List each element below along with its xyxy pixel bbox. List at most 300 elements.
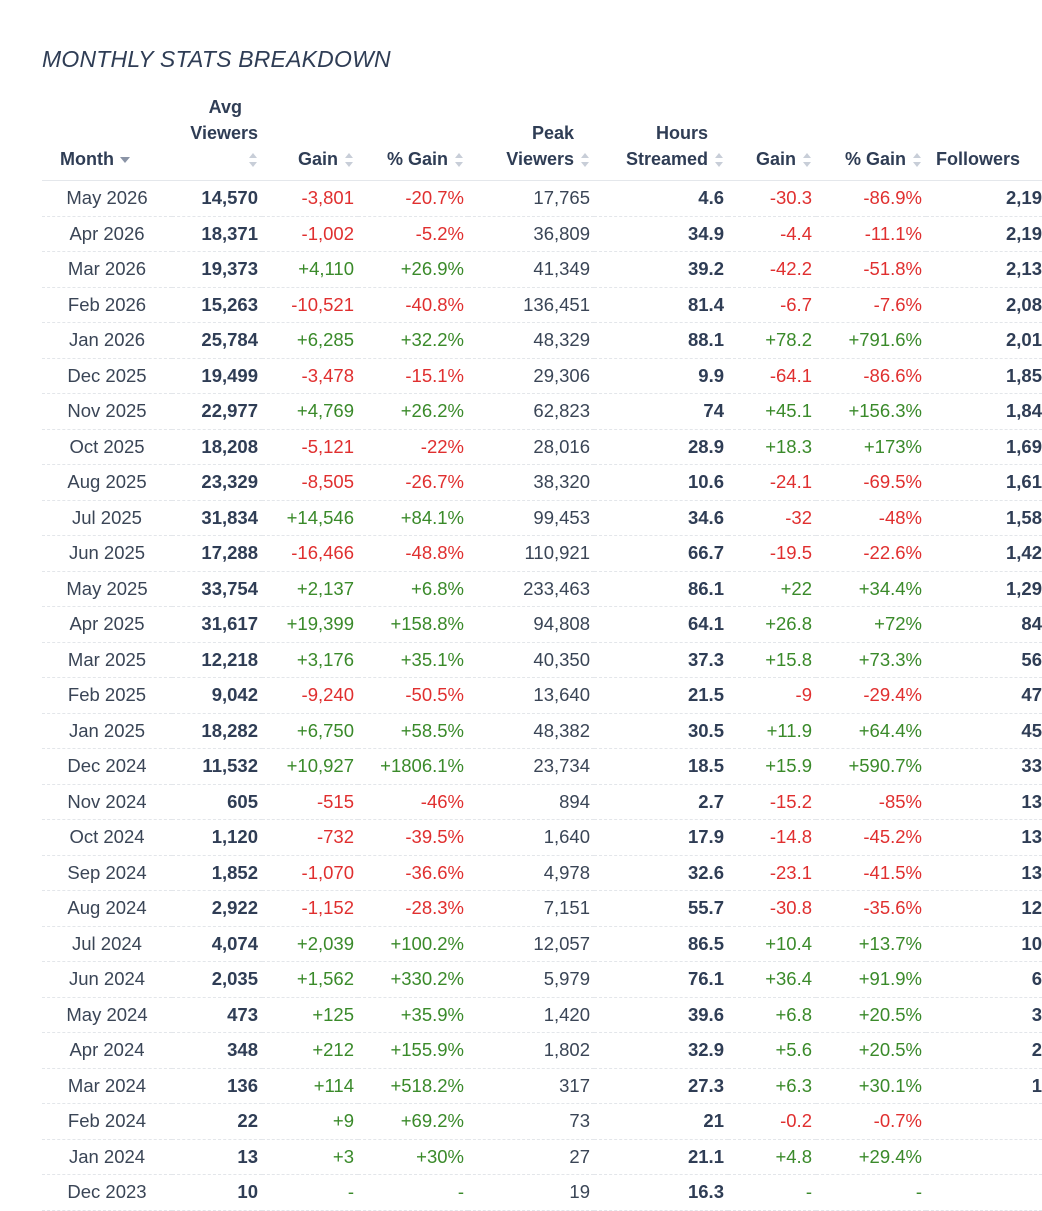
cell-followers: 1,42 xyxy=(926,536,1042,572)
table-row xyxy=(42,891,1042,927)
cell-hours-gain: -15.2 xyxy=(728,784,816,820)
cell-gain: +19,399 xyxy=(262,607,358,643)
cell-avg-viewers: 17,288 xyxy=(172,536,262,572)
cell-avg-viewers: 19,373 xyxy=(172,252,262,288)
cell-hours-gain: -0.2 xyxy=(728,1104,816,1140)
table-row xyxy=(42,962,1042,998)
cell-avg-viewers: 31,834 xyxy=(172,500,262,536)
cell-pct-gain: +518.2% xyxy=(358,1068,468,1104)
sort-icon xyxy=(344,152,354,168)
cell-hours-pct-gain: -11.1% xyxy=(816,216,926,252)
cell-gain: -9,240 xyxy=(262,678,358,714)
cell-pct-gain: -39.5% xyxy=(358,820,468,856)
table-row xyxy=(42,1033,1042,1069)
cell-month: May 2025 xyxy=(42,571,172,607)
sort-icon xyxy=(580,152,590,168)
cell-avg-viewers: 33,754 xyxy=(172,571,262,607)
table-row xyxy=(42,607,1042,643)
table-row xyxy=(42,429,1042,465)
cell-followers xyxy=(926,1104,1042,1140)
cell-followers: 3 xyxy=(926,997,1042,1033)
cell-gain: -1,002 xyxy=(262,216,358,252)
header-label: Viewers xyxy=(190,123,258,143)
cell-pct-gain: +26.2% xyxy=(358,394,468,430)
cell-hours-streamed: 4.6 xyxy=(594,181,728,217)
cell-hours-streamed: 17.9 xyxy=(594,820,728,856)
cell-hours-streamed: 74 xyxy=(594,394,728,430)
cell-month: Jun 2024 xyxy=(42,962,172,998)
cell-hours-pct-gain: +156.3% xyxy=(816,394,926,430)
cell-month: Mar 2026 xyxy=(42,252,172,288)
cell-peak-viewers: 13,640 xyxy=(468,678,594,714)
cell-hours-streamed: 10.6 xyxy=(594,465,728,501)
header-label: Gain xyxy=(297,149,338,169)
cell-hours-streamed: 34.9 xyxy=(594,216,728,252)
cell-gain: -8,505 xyxy=(262,465,358,501)
cell-peak-viewers: 23,734 xyxy=(468,749,594,785)
cell-month: Mar 2024 xyxy=(42,1068,172,1104)
cell-hours-gain: +11.9 xyxy=(728,713,816,749)
cell-month: Jul 2025 xyxy=(42,500,172,536)
cell-peak-viewers: 5,979 xyxy=(468,962,594,998)
cell-peak-viewers: 1,420 xyxy=(468,997,594,1033)
cell-hours-streamed: 37.3 xyxy=(594,642,728,678)
cell-month: Dec 2024 xyxy=(42,749,172,785)
cell-avg-viewers: 11,532 xyxy=(172,749,262,785)
cell-hours-streamed: 34.6 xyxy=(594,500,728,536)
cell-hours-pct-gain: -51.8% xyxy=(816,252,926,288)
cell-pct-gain: -5.2% xyxy=(358,216,468,252)
cell-avg-viewers: 1,852 xyxy=(172,855,262,891)
cell-followers: 10 xyxy=(926,926,1042,962)
cell-hours-gain: -24.1 xyxy=(728,465,816,501)
cell-gain: -3,801 xyxy=(262,181,358,217)
table-row xyxy=(42,749,1042,785)
cell-hours-pct-gain: -0.7% xyxy=(816,1104,926,1140)
cell-pct-gain: +100.2% xyxy=(358,926,468,962)
cell-gain: -3,478 xyxy=(262,358,358,394)
table-row xyxy=(42,394,1042,430)
cell-followers: 2,19 xyxy=(926,216,1042,252)
cell-peak-viewers: 29,306 xyxy=(468,358,594,394)
cell-peak-viewers: 12,057 xyxy=(468,926,594,962)
cell-gain: -1,152 xyxy=(262,891,358,927)
cell-gain: +1,562 xyxy=(262,962,358,998)
cell-pct-gain: -50.5% xyxy=(358,678,468,714)
cell-avg-viewers: 2,035 xyxy=(172,962,262,998)
cell-avg-viewers: 605 xyxy=(172,784,262,820)
cell-followers: 2,19 xyxy=(926,181,1042,217)
cell-avg-viewers: 15,263 xyxy=(172,287,262,323)
table-row xyxy=(42,216,1042,252)
cell-month: Oct 2024 xyxy=(42,820,172,856)
cell-month: Dec 2023 xyxy=(42,1175,172,1211)
cell-hours-streamed: 32.9 xyxy=(594,1033,728,1069)
cell-followers: 1,61 xyxy=(926,465,1042,501)
cell-hours-gain: +26.8 xyxy=(728,607,816,643)
cell-hours-pct-gain: +34.4% xyxy=(816,571,926,607)
cell-peak-viewers: 1,640 xyxy=(468,820,594,856)
column-header-month[interactable] xyxy=(42,94,172,181)
table-row xyxy=(42,642,1042,678)
cell-peak-viewers: 99,453 xyxy=(468,500,594,536)
cell-followers: 2,13 xyxy=(926,252,1042,288)
cell-gain: +4,769 xyxy=(262,394,358,430)
cell-followers: 2,08 xyxy=(926,287,1042,323)
cell-gain: +114 xyxy=(262,1068,358,1104)
sort-icon xyxy=(912,152,922,168)
table-row xyxy=(42,287,1042,323)
sort-icon xyxy=(802,152,812,168)
cell-pct-gain: +35.9% xyxy=(358,997,468,1033)
cell-hours-gain: +5.6 xyxy=(728,1033,816,1069)
cell-month: Oct 2025 xyxy=(42,429,172,465)
cell-hours-streamed: 21.5 xyxy=(594,678,728,714)
cell-month: Sep 2024 xyxy=(42,855,172,891)
cell-month: Nov 2025 xyxy=(42,394,172,430)
cell-pct-gain: -46% xyxy=(358,784,468,820)
table-row xyxy=(42,678,1042,714)
cell-hours-streamed: 18.5 xyxy=(594,749,728,785)
cell-hours-streamed: 2.7 xyxy=(594,784,728,820)
cell-hours-gain: +6.3 xyxy=(728,1068,816,1104)
cell-hours-gain: +45.1 xyxy=(728,394,816,430)
column-header-gain[interactable] xyxy=(262,94,358,181)
cell-hours-streamed: 81.4 xyxy=(594,287,728,323)
table-row xyxy=(42,1104,1042,1140)
cell-hours-pct-gain: -69.5% xyxy=(816,465,926,501)
cell-gain: +6,750 xyxy=(262,713,358,749)
cell-followers: 1,58 xyxy=(926,500,1042,536)
cell-hours-pct-gain: +73.3% xyxy=(816,642,926,678)
header-label: Peak xyxy=(531,123,574,143)
cell-hours-gain: -64.1 xyxy=(728,358,816,394)
cell-hours-pct-gain: +64.4% xyxy=(816,713,926,749)
cell-followers: 1,69 xyxy=(926,429,1042,465)
table-header-row xyxy=(42,94,1042,181)
cell-month: May 2024 xyxy=(42,997,172,1033)
cell-hours-pct-gain: +791.6% xyxy=(816,323,926,359)
header-label: % Gain xyxy=(386,149,448,169)
cell-followers: 56 xyxy=(926,642,1042,678)
header-label: Followers xyxy=(936,149,1021,169)
cell-month: May 2026 xyxy=(42,181,172,217)
cell-hours-gain: -6.7 xyxy=(728,287,816,323)
cell-hours-gain: -30.3 xyxy=(728,181,816,217)
cell-hours-streamed: 88.1 xyxy=(594,323,728,359)
cell-hours-streamed: 86.1 xyxy=(594,571,728,607)
cell-hours-pct-gain: -86.6% xyxy=(816,358,926,394)
cell-hours-gain: +10.4 xyxy=(728,926,816,962)
header-label: Hours xyxy=(655,123,708,143)
column-header-hours-streamed[interactable] xyxy=(594,94,728,181)
cell-hours-gain: -32 xyxy=(728,500,816,536)
cell-peak-viewers: 1,802 xyxy=(468,1033,594,1069)
cell-followers: 47 xyxy=(926,678,1042,714)
cell-hours-streamed: 55.7 xyxy=(594,891,728,927)
cell-peak-viewers: 41,349 xyxy=(468,252,594,288)
cell-followers xyxy=(926,1175,1042,1211)
cell-followers: 13 xyxy=(926,820,1042,856)
cell-hours-pct-gain: -29.4% xyxy=(816,678,926,714)
cell-hours-streamed: 66.7 xyxy=(594,536,728,572)
cell-hours-pct-gain: +91.9% xyxy=(816,962,926,998)
cell-month: Aug 2025 xyxy=(42,465,172,501)
cell-avg-viewers: 25,784 xyxy=(172,323,262,359)
cell-hours-pct-gain: -22.6% xyxy=(816,536,926,572)
cell-gain: +6,285 xyxy=(262,323,358,359)
cell-pct-gain: -28.3% xyxy=(358,891,468,927)
cell-hours-gain: - xyxy=(728,1175,816,1211)
cell-peak-viewers: 62,823 xyxy=(468,394,594,430)
cell-gain: +2,137 xyxy=(262,571,358,607)
cell-pct-gain: -15.1% xyxy=(358,358,468,394)
cell-hours-pct-gain: +13.7% xyxy=(816,926,926,962)
cell-peak-viewers: 40,350 xyxy=(468,642,594,678)
table-row xyxy=(42,181,1042,217)
cell-hours-streamed: 39.6 xyxy=(594,997,728,1033)
cell-followers: 13 xyxy=(926,784,1042,820)
cell-gain: +10,927 xyxy=(262,749,358,785)
cell-hours-streamed: 21 xyxy=(594,1104,728,1140)
cell-peak-viewers: 894 xyxy=(468,784,594,820)
cell-hours-pct-gain: +72% xyxy=(816,607,926,643)
cell-month: Jun 2025 xyxy=(42,536,172,572)
cell-avg-viewers: 19,499 xyxy=(172,358,262,394)
cell-avg-viewers: 9,042 xyxy=(172,678,262,714)
cell-hours-gain: -14.8 xyxy=(728,820,816,856)
cell-hours-gain: -30.8 xyxy=(728,891,816,927)
cell-gain: +2,039 xyxy=(262,926,358,962)
cell-hours-pct-gain: -41.5% xyxy=(816,855,926,891)
table-row xyxy=(42,571,1042,607)
table-row xyxy=(42,1175,1042,1211)
cell-pct-gain: +69.2% xyxy=(358,1104,468,1140)
cell-peak-viewers: 73 xyxy=(468,1104,594,1140)
cell-pct-gain: -36.6% xyxy=(358,855,468,891)
cell-followers: 2 xyxy=(926,1033,1042,1069)
cell-hours-streamed: 86.5 xyxy=(594,926,728,962)
cell-avg-viewers: 23,329 xyxy=(172,465,262,501)
cell-gain: +14,546 xyxy=(262,500,358,536)
cell-peak-viewers: 19 xyxy=(468,1175,594,1211)
cell-hours-streamed: 76.1 xyxy=(594,962,728,998)
cell-gain: - xyxy=(262,1175,358,1211)
cell-avg-viewers: 136 xyxy=(172,1068,262,1104)
cell-hours-gain: +18.3 xyxy=(728,429,816,465)
cell-peak-viewers: 48,329 xyxy=(468,323,594,359)
cell-followers: 33 xyxy=(926,749,1042,785)
header-label: Month xyxy=(60,149,114,169)
cell-peak-viewers: 94,808 xyxy=(468,607,594,643)
cell-month: Jul 2024 xyxy=(42,926,172,962)
cell-avg-viewers: 14,570 xyxy=(172,181,262,217)
cell-hours-pct-gain: +30.1% xyxy=(816,1068,926,1104)
cell-followers xyxy=(926,1139,1042,1175)
column-header-hours-pct-gain[interactable] xyxy=(816,94,926,181)
cell-pct-gain: +1806.1% xyxy=(358,749,468,785)
cell-gain: +3,176 xyxy=(262,642,358,678)
cell-peak-viewers: 136,451 xyxy=(468,287,594,323)
cell-pct-gain: +26.9% xyxy=(358,252,468,288)
cell-pct-gain: - xyxy=(358,1175,468,1211)
cell-pct-gain: +155.9% xyxy=(358,1033,468,1069)
cell-month: Apr 2024 xyxy=(42,1033,172,1069)
cell-peak-viewers: 7,151 xyxy=(468,891,594,927)
cell-avg-viewers: 2,922 xyxy=(172,891,262,927)
cell-hours-streamed: 39.2 xyxy=(594,252,728,288)
cell-gain: +9 xyxy=(262,1104,358,1140)
cell-gain: -1,070 xyxy=(262,855,358,891)
cell-peak-viewers: 317 xyxy=(468,1068,594,1104)
column-header-followers[interactable] xyxy=(926,94,1042,181)
header-label: Streamed xyxy=(625,149,708,169)
cell-hours-pct-gain: -86.9% xyxy=(816,181,926,217)
cell-hours-pct-gain: -48% xyxy=(816,500,926,536)
cell-month: Mar 2025 xyxy=(42,642,172,678)
cell-peak-viewers: 48,382 xyxy=(468,713,594,749)
cell-followers: 84 xyxy=(926,607,1042,643)
cell-hours-gain: +22 xyxy=(728,571,816,607)
cell-hours-pct-gain: +29.4% xyxy=(816,1139,926,1175)
cell-gain: +212 xyxy=(262,1033,358,1069)
cell-avg-viewers: 18,208 xyxy=(172,429,262,465)
cell-pct-gain: +35.1% xyxy=(358,642,468,678)
header-label: % Gain xyxy=(844,149,906,169)
cell-avg-viewers: 348 xyxy=(172,1033,262,1069)
cell-gain: -5,121 xyxy=(262,429,358,465)
cell-avg-viewers: 12,218 xyxy=(172,642,262,678)
cell-hours-streamed: 27.3 xyxy=(594,1068,728,1104)
cell-pct-gain: -20.7% xyxy=(358,181,468,217)
header-label: Gain xyxy=(755,149,796,169)
cell-followers: 1 xyxy=(926,1068,1042,1104)
table-row xyxy=(42,500,1042,536)
cell-month: Jan 2024 xyxy=(42,1139,172,1175)
cell-hours-streamed: 21.1 xyxy=(594,1139,728,1175)
cell-hours-gain: -42.2 xyxy=(728,252,816,288)
cell-avg-viewers: 4,074 xyxy=(172,926,262,962)
table-body xyxy=(42,181,1042,1211)
cell-avg-viewers: 13 xyxy=(172,1139,262,1175)
cell-pct-gain: -26.7% xyxy=(358,465,468,501)
cell-followers: 12 xyxy=(926,891,1042,927)
table-row xyxy=(42,252,1042,288)
cell-hours-gain: +36.4 xyxy=(728,962,816,998)
cell-month: Feb 2024 xyxy=(42,1104,172,1140)
cell-hours-gain: -19.5 xyxy=(728,536,816,572)
cell-pct-gain: -22% xyxy=(358,429,468,465)
cell-gain: -515 xyxy=(262,784,358,820)
cell-hours-gain: +15.9 xyxy=(728,749,816,785)
cell-hours-pct-gain: +20.5% xyxy=(816,1033,926,1069)
cell-hours-pct-gain: +20.5% xyxy=(816,997,926,1033)
cell-hours-streamed: 30.5 xyxy=(594,713,728,749)
table-row xyxy=(42,855,1042,891)
cell-hours-gain: -9 xyxy=(728,678,816,714)
column-header-hours-gain[interactable] xyxy=(728,94,816,181)
cell-gain: +125 xyxy=(262,997,358,1033)
column-header-peak-viewers[interactable] xyxy=(468,94,594,181)
cell-hours-pct-gain: -85% xyxy=(816,784,926,820)
table-row xyxy=(42,926,1042,962)
table-row xyxy=(42,820,1042,856)
cell-pct-gain: +6.8% xyxy=(358,571,468,607)
cell-month: Aug 2024 xyxy=(42,891,172,927)
cell-hours-gain: +78.2 xyxy=(728,323,816,359)
cell-peak-viewers: 36,809 xyxy=(468,216,594,252)
cell-peak-viewers: 4,978 xyxy=(468,855,594,891)
table-row xyxy=(42,784,1042,820)
sort-desc-icon xyxy=(120,156,130,164)
cell-avg-viewers: 473 xyxy=(172,997,262,1033)
cell-avg-viewers: 1,120 xyxy=(172,820,262,856)
cell-hours-pct-gain: -45.2% xyxy=(816,820,926,856)
stats-table-container[interactable] xyxy=(42,94,1042,1203)
cell-month: Nov 2024 xyxy=(42,784,172,820)
cell-gain: +4,110 xyxy=(262,252,358,288)
column-header-avg-viewers[interactable] xyxy=(172,94,262,181)
table-row xyxy=(42,713,1042,749)
table-row xyxy=(42,536,1042,572)
table-row xyxy=(42,465,1042,501)
cell-hours-gain: +6.8 xyxy=(728,997,816,1033)
cell-pct-gain: +32.2% xyxy=(358,323,468,359)
section-title: MONTHLY STATS BREAKDOWN xyxy=(42,46,391,72)
cell-hours-gain: +4.8 xyxy=(728,1139,816,1175)
cell-followers: 1,85 xyxy=(926,358,1042,394)
cell-avg-viewers: 22 xyxy=(172,1104,262,1140)
table-row xyxy=(42,997,1042,1033)
sort-icon xyxy=(454,152,464,168)
cell-hours-gain: -23.1 xyxy=(728,855,816,891)
cell-month: Dec 2025 xyxy=(42,358,172,394)
cell-peak-viewers: 38,320 xyxy=(468,465,594,501)
cell-hours-streamed: 9.9 xyxy=(594,358,728,394)
cell-hours-gain: +15.8 xyxy=(728,642,816,678)
header-label: Viewers xyxy=(506,149,574,169)
header-label: Avg xyxy=(208,97,242,117)
cell-month: Feb 2025 xyxy=(42,678,172,714)
cell-gain: -16,466 xyxy=(262,536,358,572)
cell-followers: 13 xyxy=(926,855,1042,891)
cell-followers: 1,29 xyxy=(926,571,1042,607)
cell-peak-viewers: 17,765 xyxy=(468,181,594,217)
cell-hours-streamed: 16.3 xyxy=(594,1175,728,1211)
table-row xyxy=(42,1139,1042,1175)
cell-hours-pct-gain: +173% xyxy=(816,429,926,465)
cell-peak-viewers: 28,016 xyxy=(468,429,594,465)
cell-month: Apr 2026 xyxy=(42,216,172,252)
sort-icon xyxy=(714,152,724,168)
cell-avg-viewers: 18,282 xyxy=(172,713,262,749)
cell-pct-gain: -48.8% xyxy=(358,536,468,572)
cell-pct-gain: +84.1% xyxy=(358,500,468,536)
cell-hours-streamed: 32.6 xyxy=(594,855,728,891)
cell-followers: 6 xyxy=(926,962,1042,998)
cell-month: Jan 2026 xyxy=(42,323,172,359)
cell-pct-gain: -40.8% xyxy=(358,287,468,323)
cell-avg-viewers: 10 xyxy=(172,1175,262,1211)
cell-peak-viewers: 110,921 xyxy=(468,536,594,572)
table-row xyxy=(42,358,1042,394)
cell-month: Feb 2026 xyxy=(42,287,172,323)
cell-pct-gain: +330.2% xyxy=(358,962,468,998)
cell-hours-pct-gain: +590.7% xyxy=(816,749,926,785)
column-header-pct-gain[interactable] xyxy=(358,94,468,181)
sort-icon xyxy=(248,152,258,168)
cell-followers: 45 xyxy=(926,713,1042,749)
